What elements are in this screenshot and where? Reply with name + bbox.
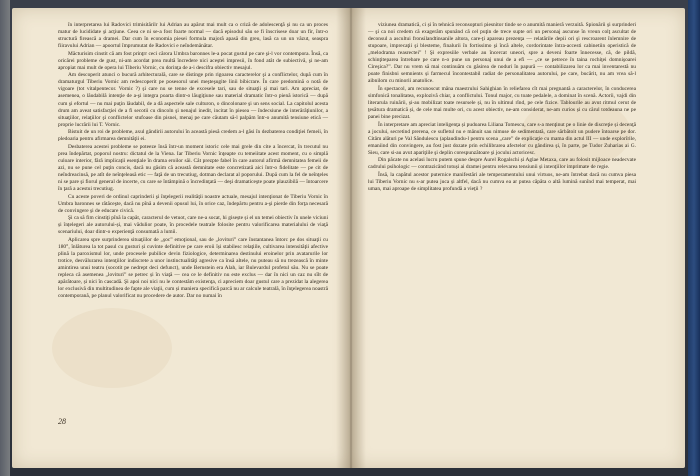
paragraph: Şi ca să fim cinstiţi pînă la capăt, caracterul de vetuot, care ne-a socat, hi gisește și el un temei obiectiv în unele viciuni și înțelegeri ale autorului-și, mai vădulior poate, în procedele teatrale folosite pentru valorificarea materialului de viaţă scenariului, doar dintr-o experienţă consumată a lumii.	[58, 215, 328, 236]
paper-stain	[52, 308, 172, 388]
paragraph: În spectacol, am recunoscut mâna maestrului Sahighian în reliefarea cît mai pregnantă a caracterelor, în conducerea simfonică tonalitatea, explozivă chiar, a conflictului. Tonul major, cu toate pedalele, a dominat în scenă. Actorii, vajdi din literarula ruinării, și-au mobilizat toate resursele și, nu în ultimul rînd, pe cele fizice. Tablourile au avut ritmul cerut de ţesătura dramatică și, de cele mai multe ori, cu acest obiectiv, ne-am considerat, ne-am curios și cu cărul totdeauna ne pe panei bine precizat.	[368, 85, 636, 121]
paragraph: Bistuit de un roi de probleme, axul gândirii autorului în această piesă credem a-l găsi în dezbaterea condiţiei femeii, în pledoaria pentru afirmarea demnităţii ei.	[58, 129, 328, 143]
paragraph: Aplicarea spre surprinderea situaţiilor de „şoc” emoţional, sau de „lovituri” care înstantanea întorc pe dos situaţii cu 180°, înlăturea la tot pasul cu gusturi și cuvinte definitive pe care eroii își stabilesc relaţiile, cultivarea intensităţii afective plină la paroxismul lor, unde procesele pubilice devin fiziologice, determinarea destinului eroinelor prin avatarurile lor trotice, desvălurarea intenţiilor indiscrete a unor instinctualităţi agresive ca însă altele, nu puteau să nu trezească în minte amintirea unui teatru (socotit pe nedrept deci defunct), unde Bernstein era Alah, iar Bulevardul profetul său. Nu se poate repleca că asemenea „lovituri” se petrec și în viaţă — cea ce le definitiv nu este exclus — dar în nici un caz nu sîlt de apărătoare, și nici în cascadă. Şi apoi noi nici nu le contestăm existenţa, ci apreciem doar gustul care a prezidat la alegerea lor exclusivă din multitudinea de fapte ale viaţii, cum și maniera specifică parcă nu ar calcule teatrală, în înţelegerea noastră contemporană, pe planul valorificat nu procedere de autor. Dar no numai în	[58, 236, 328, 300]
paragraph: Măcturisim cinstit că am fost prinţrr ceci cărora Umbra baronnes le-a pocat gustul pe care şi-l vor contempora. Însă, ca oricărei probleme de gust, ni-am acordat prea multă încredere nici aceştei impresii, în fond atât de subiectivă, şi ne-am apropiat mai mult de opera lui Tiberiu Vornic, cu dorinţa de a-i descifra obiectiv mesajul.	[58, 50, 328, 71]
book-cover-right-edge	[688, 0, 700, 476]
paragraph: Însă, la capătul acestor puternice manifestări ale temperamentului unui virtuos, ne-am întrebat dacă nu cumva piesa lui Tiberiu Vornic nu s-ar putea juca și altfel, dacă nu cumva ea ar putea căpăta o altă lumină sunînd mai temperat, mai uman, mai aproape de simplitatea profundă a vieţii ?	[368, 171, 636, 193]
paragraph: Din păcate nu acelasi lucru putem spune despre Aurel Rogalschi și Aglae Metaxa, care au folosit mijloace neadecvate cadrului psihologic — contrazicând totuși ai dramei pentru relevarea tensiunii și intenţiilor imprimate de regie.	[368, 157, 636, 171]
paragraph: viziunea dramatică, ci și în tehnică reconsopturi piesnitor tinde se o anumită manieră verzuită. Spionării şi surprinderi — şi ca noi credem că exagerăm spunând că cel puţin de trece supte ori un personaj ascunse în vreun colţ ascultat de deconsul a ascultui fronsilandtinsanile altora, care-ţi apareau prezenţa — relatările depii ori şi rescroarent înlemnire de stupoare, imprecaţii şi blesteme, finalurii în fortissimo şi încă altele, cordorintate întra-accesti cabinetiin operistică de „melodrama reasrectei” ! Şi expresiile verbale au încercat uneori, spre a deveni foarte înnecesse, că, de pildă, schinţiteparea întrebare pe care n-o pune un personaj unui de a efi — „ce se petrece în taina rochiţei domnişoarei Cireşica?”. Dar nu vrem să mai continuăm cu gâsirea de noduri în papură — contabilizarea lor ca mai inventarestă nu poate finisbni semnients și farmecul încontestabil radiat de personalitatea autorului, pe care, bucărit, nu am vrea să-l aibnilom cu minorii anatolice.	[368, 22, 636, 85]
page-number: 28	[58, 417, 66, 426]
paragraph: Desbaterea acestei probleme se poteeze însă într-un moment istoric cele mai grele din cite a încercat, în trecutul nu prea îndepărtat, poporul nostru: dictatul de la Viena. Iar Tiberiu Vornic înţeapte cu temeiitate acest moment, cu o simplă culoare interior, fără implicaţii esenţiale în drama eroilor săi. Cât prezpte fabel în care autorul afirmă demnitatea femeii de azi, nu se pune cel puţin concis, dacă nu găsim că această demnitate este concretizată aici într-o fidelitate — pe cit de neîndreacinsă, pe atît de neînţeleasă etic — faţă de un trecutiug, dotman declarat al poporului. După cum la fel de neînţeles ni se pare şi fiorul general de incerte, cu care se întâmpină o încredinţată — deşi dramaticeşte poate plauzibilă — întoarcere în ţară a acestui trecutiug.	[58, 143, 328, 193]
left-page-text	[58, 22, 328, 300]
paragraph: Cu aceste poveri de ordinul caprinderii şi înţelegerii realităţii noastre actuale, mesajul intenţionat de Tiberiu Vornic în Umbra baronnes se rătăceşte, dacă nu pînă a devenii opusul lui, în orice caz, îndepărtu pentru a-şi pierde din forţa necesară de convingere şi de educare civică.	[58, 193, 328, 214]
paragraph: Am descoperit atunci o bucură arhitecturală, care se distinge prin rigoarea caracterelor şi a conflictelor, după cum în dramaturgul Tiberiu Vornic am redescoperit pe posesorul unei meşteşugite linii bibicrare. În care predomină o notă de vigoare (tot vitalpentecor. Vornic ?) şi care nu se tenne de excesele tari, sau de situaţii şi mai tari. Am apreciat, de asemenea, o lăudabilă intenţie de a-şi integra poarta dintr-o lăugiţiune sau material dramatic într-o pienă istorică — după cum şi efortul — nu mai puţin lăudabil, de a dă aspectele sale culturon, o dincolonare şi un sens social. La capitolul acesta drum am aveat satisfacţiei de a fi secotii cu dincoln şi nenajul inedit, incitat în piesea — îndecsiune de interărăţiunilor, a situaţiilor, relaţiilor şi conflictelor stufoase din pisnei, menaj pe care căutam să-l palpăm într-o anumită tensiune etică — proprie lucrării lui T. Vornic.	[58, 72, 328, 128]
paragraph: în interpretarea lui Radovici trimisitărilr lui Adrian au apărut mai mult ca o criză de adolescenţă şi nu ca un proces matur de lucididate şi acţiune. Ceea ce ni se-a fost foarte normal — dacă episodul său se fi înscrisese doar un fir, într-o structură firească a dramei. Dar cum în economia piesei formula majoră apasă din greu, lasă ca un un văzut, seaspra fiiravului Adrian — apoortul împrumutat de Radovici e neîndemânătar.	[58, 22, 328, 50]
book-cover-left-edge	[0, 0, 10, 476]
right-page-text	[368, 22, 636, 193]
paragraph: În interpretare am apreciat inteligenţa și pudoarea Liliana Tomescu, care s-a menţinut pe o linie de discreţie și decenţă a jocului, secretind prerena, ce sufletul nu e mânuit sau nimuse de sedimentată, care sărbătoit un pudere întoarse pe dor. Citâm alături pe Val Săndulescu (aplaudindu-l pentru scena „care” de explicaţie cu mama din actul III — unde explorîrile, emaniind din convingere, au fost just dozate prin echilibrarea afectelor cu gândirea şi, în parte, pe Tudor Zuharias ai G. Sieu, care si-au avut apariţiile şi deplin corespunzătoare şi jocului actoricesc.	[368, 121, 636, 156]
